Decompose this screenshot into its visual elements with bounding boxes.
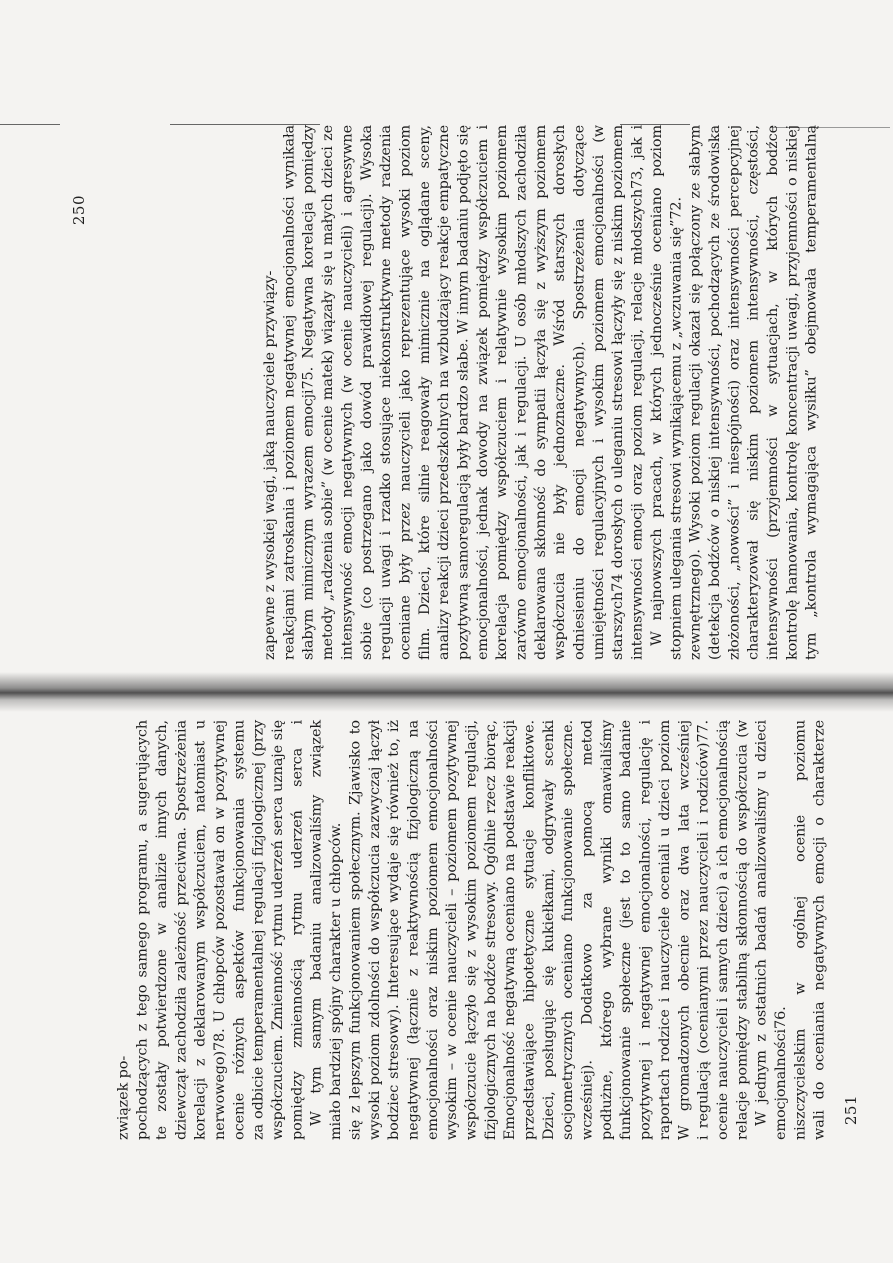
- page-number: 250: [70, 195, 88, 226]
- book-gutter-shadow: [0, 672, 893, 712]
- paragraph: wali do oceniania negatywnych emocji o charakterze niszczycielskim w ogólnej ocenie poziomu emocjonalności76.: [772, 720, 828, 1140]
- left-page: [0, 115, 893, 675]
- page-text: [85, 720, 830, 1140]
- page-text: [112, 125, 822, 660]
- page-number: 251: [842, 1095, 860, 1126]
- paragraph: W jednym z ostatnich badań analizowaliśmy u dzieci relacje pomiędzy stabilną skłonnością do współczucia (w ocenie nauczycieli i samych dzieci) a ich emocjonalnością i regulacją (ocenianymi przez nauczycieli i rodziców)77. W gromadzonych obecnie oraz dwa lata wcześniej raportach rodzice i nauczyciele oceniali u dzieci poziom pozytywnej i negatywnej emocjonalności, regulację i funkcjonowanie społeczne (jest to to samo badanie podłużne, którego wybrane wyniki omawialiśmy wcześniej). Dodatkowo za pomocą metod socjometrycznych oceniano funkcjonowanie społeczne. Dzieci, posługując się kukiełkami, odgrywały scenki przedstawiające hipotetyczne sytuacje konfliktowe. Emocjonalność negatywną oceniano na podstawie reakcji fizjologicznych na bodźce stresowy. Ogólnie rzecz biorąc, współczucie łączyło się z wysokim poziomem regulacji, wysokim – w ocenie nauczycieli – poziomem pozytywnej emocjonalności oraz niskim poziomem emocjonalności negatywnej (łącznie z reaktywnością fizjologiczną na bodziec stresowy). Interesujące wydaje się również to, iż wysoki poziom zdolności do współczucia zazwyczaj łączył się z lepszym funkcjonowaniem społecznym. Zjawisko to miało bardziej spójny charakter u chłopców.: [328, 720, 770, 1140]
- paragraph: W tym samym badaniu analizowaliśmy związek pomiędzy zmiennością rytmu uderzeń serca i współczuciem. Zmienność rytmu uderzeń serca uznaje się za odbicie temperamentalnej regulacji fizjologicznej (przy ocenie różnych aspektów funkcjonowania systemu nerwowego)78. U chłopców pozostawał on w pozytywnej korelacji z deklarowanym współczuciem, natomiast u dziewcząt zachodziła zależność przeciwna. Spostrzeżenia te zostały potwierdzone w analizie innych danych, pochodzących z tego samego programu, a sugerujących związek po-: [115, 720, 325, 1140]
- paragraph: W najnowszych pracach, w których jednocześnie oceniano poziom intensywności emocji oraz poziom regulacji, relacje młodszych73, jak i starszych74 dorosłych o uleganiu stresowi łączyły się z niskim poziomem umiejętności regulacyjnych i wysokim poziomem emocjonalności (w odniesieniu do emocji negatywnych). Spostrzeżenia dotyczące współczucia nie były jednoznaczne. Wśród starszych dorosłych deklarowana skłonność do sympatii łączyła się z wyższym poziomem zarówno emocjonalności, jak i regulacji. U osób młodszych zachodziła korelacja pomiędzy współczuciem i relatywnie wysokim poziomem emocjonalności, jednak dowody na związek pomiędzy współczuciem i pozytywną samoregulacją były bardzo słabe. W innym badaniu podjęto się analizy reakcji dzieci przedszkolnych na wzbudzający reakcje empatyczne film. Dzieci, które silnie reagowały mimicznie na oglądane sceny, oceniane były przez nauczycieli jako reprezentujące wysoki poziom regulacji uwagi i rzadko stosujące niekonstruktywne metody radzenia sobie (co postrzegano jako dowód prawidłowej regulacji). Wysoka intensywność emocji negatywnych (w ocenie nauczycieli) i agresywne metody „radzenia sobie” (w ocenie matek) wiązały się u małych dzieci ze słabym mimicznym wyrazem emocji75. Negatywna korelacja pomiędzy reakcjami zatroskania i poziomem negatywnej emocjonalności wynikała zapewne z wysokiej wagi, jaką nauczyciele przywiązy-: [262, 125, 665, 660]
- right-page: [0, 710, 893, 1180]
- paragraph: tym „kontrola wymagająca wysiłku” obejmowała temperamentalną kontrolę hamowania, kontrolę koncentracji uwagi, przyjemności o niskiej intensywności (przyjemności w sytuacjach, w których bodźce charakteryzował się niskim poziomem intensywności, częstości, złożoności, „nowości” i niespójności) oraz intensywności percepcyjnej (detekcja bodźców o niskiej intensywności, pochodzących ze środowiska zewnętrznego). Wysoki poziom regulacji okazał się połączony ze słabym stopniem ulegania stresowi wynikającemu z „wczuwania się”72.: [668, 125, 820, 660]
